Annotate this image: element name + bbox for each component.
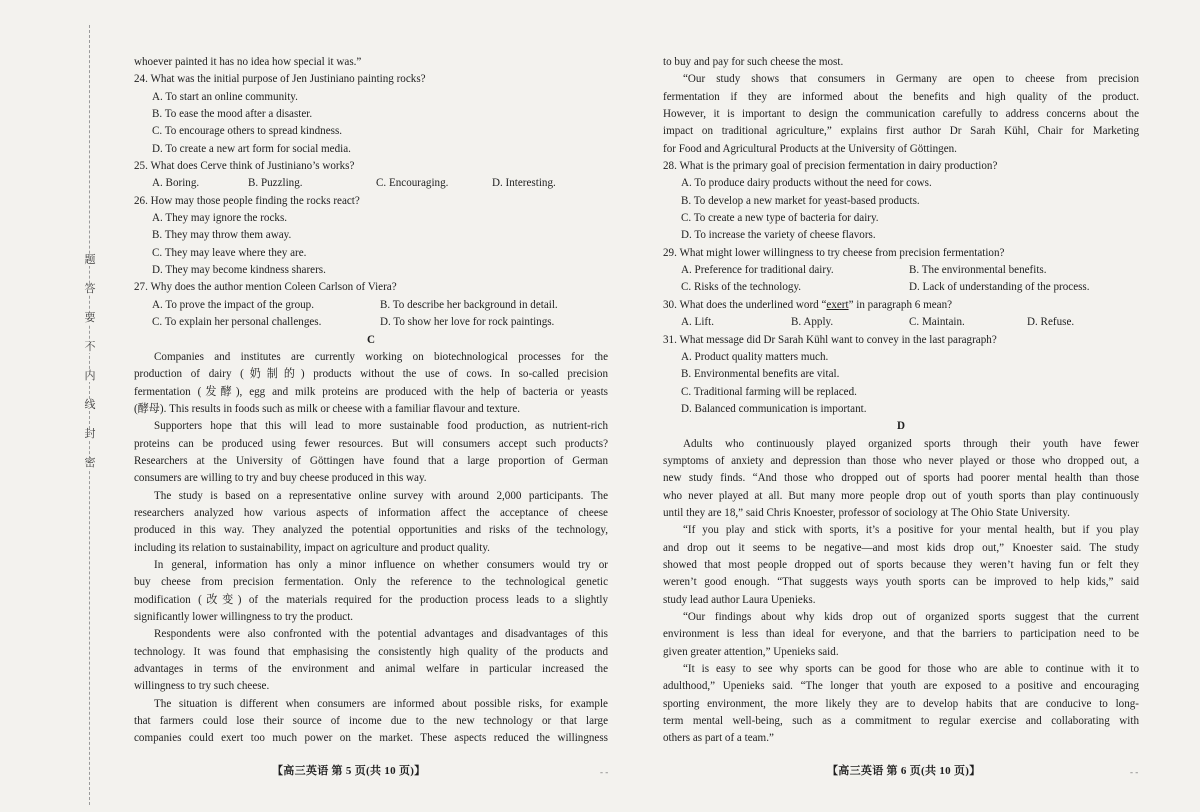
passage-c-line: Respondents were also confronted with the potential advantages and disadvantages of this (154, 628, 608, 641)
binding-char: 封 (84, 428, 96, 440)
q30-option-a: A. Lift. (681, 316, 714, 329)
passage-c-line: “Our study shows that consumers in Germany are open to cheese from precision (683, 73, 1139, 86)
page-footer-right: 【高三英语 第 6 页(共 10 页)】 (827, 765, 981, 777)
passage-c-line: production of dairy (奶制的) products without the use of cows. In so-called precision (134, 368, 608, 381)
passage-c-line: to buy and pay for such cheese the most. (663, 56, 844, 68)
q30-underlined-word: exert (826, 298, 849, 311)
passage-c-line: advantages in terms of the environment and animal welfare in particular increased the (134, 663, 608, 676)
q30-stem-post: ” in paragraph 6 mean? (848, 298, 953, 311)
binding-char: 线 (84, 399, 96, 411)
passage-d-line: symptoms of anxiety and depression than those who never played or those who dropped out, a (663, 454, 1139, 467)
q27-option-a: A. To prove the impact of the group. (152, 298, 314, 311)
question-27-stem: 27. Why does the author mention Coleen Carlson of Viera? (134, 281, 397, 294)
q30-option-c: C. Maintain. (909, 316, 965, 329)
q25-option-c: C. Encouraging. (376, 177, 449, 190)
passage-d-line: showed that most people dropped out of sports because they weren’t having fun or felt they (663, 558, 1139, 571)
question-24-stem: 24. What was the initial purpose of Jen Justiniano painting rocks? (134, 73, 426, 86)
passage-c-line: In general, information has only a minor influence on whether consumers would try or (154, 558, 608, 571)
binding-char: 内 (84, 370, 96, 382)
passage-c-line: for Food and Agricultural Products at the University of Göttingen. (663, 142, 957, 155)
q25-option-a: A. Boring. (152, 177, 200, 190)
passage-d-line: given greater attention,” Upenieks said. (663, 645, 839, 658)
q27-option-d: D. To show her love for rock paintings. (380, 316, 555, 329)
passage-c-line: fermentation (发酵), egg and milk proteins are produced with the help of bacteria or yeasts (134, 385, 608, 398)
passage-c-line: companies could exert too much power on the market. These aspects reduced the willingness (134, 732, 608, 745)
passage-continuation: whoever painted it has no idea how special it was.” (134, 56, 362, 68)
q28-option-a: A. To produce dairy products without the need for cows. (681, 177, 932, 190)
question-29-stem: 29. What might lower willingness to try cheese from precision fermentation? (663, 246, 1005, 259)
question-31-stem: 31. What message did Dr Sarah Kühl want to convey in the last paragraph? (663, 333, 997, 346)
q30-options (663, 314, 1139, 331)
q27-options-cd (134, 314, 608, 331)
passage-d-line: others as part of a team.” (663, 732, 774, 745)
q26-option-a: A. They may ignore the rocks. (152, 212, 288, 225)
section-heading-d: D (896, 420, 905, 433)
passage-d-line: “If you play and stick with sports, it’s a positive for your mental health, but if you play (683, 524, 1139, 537)
binding-dashed-line (89, 25, 90, 805)
passage-c-line: Companies and institutes are currently working on biotechnological processes for the (154, 350, 608, 363)
q29-option-c: C. Risks of the technology. (681, 281, 802, 294)
passage-c-line: technology. It was found that emphasising the consistently high quality of the products and (134, 645, 608, 658)
passage-c-line: willingness to try such cheese. (134, 680, 270, 693)
q24-option-a: A. To start an online community. (152, 90, 298, 103)
left-page (134, 54, 608, 748)
passage-d-line: new study finds. “And those who dropped out of sports had poorer mental health than those (663, 472, 1139, 485)
passage-d-line: who never played at all. But many more people drop out of youth sports than play continuously (663, 489, 1139, 502)
q27-options-ab (134, 297, 608, 314)
q31-option-c: C. Traditional farming will be replaced. (681, 385, 857, 398)
footer-dash-mark: - - (1130, 767, 1139, 777)
q30-stem-pre: 30. What does the underlined word “ (663, 298, 827, 311)
passage-c-line: The study is based on a representative online survey with around 2,000 participants. The (154, 489, 608, 502)
q27-option-b: B. To describe her background in detail. (380, 298, 558, 311)
q29-options-ab (663, 262, 1139, 279)
passage-c-line: consumers are willing to try and buy cheese produced in this way. (134, 472, 427, 485)
q31-option-b: B. Environmental benefits are vital. (681, 368, 840, 381)
q24-option-d: D. To create a new art form for social media. (152, 142, 351, 155)
q28-option-b: B. To develop a new market for yeast-based products. (681, 194, 920, 207)
binding-char: 要 (84, 312, 96, 324)
q24-option-c: C. To encourage others to spread kindness. (152, 125, 343, 138)
q29-options-cd (663, 279, 1139, 296)
passage-c-line: proteins can be produced using fewer resources. But will consumers accept such products? (134, 437, 608, 450)
binding-margin (78, 255, 102, 469)
passage-c-line: significantly lower willingness to try the product. (134, 611, 354, 623)
passage-c-line: Supporters hope that this will lead to more sustainable food production, as nutrient-rich (154, 420, 608, 433)
passage-d-line: adulthood,” Upenieks said. “The longer that youth are exposed to a positive and encouraging (663, 680, 1139, 693)
q29-option-a: A. Preference for traditional dairy. (681, 264, 834, 277)
question-25-stem: 25. What does Cerve think of Justiniano’s works? (134, 160, 355, 173)
passage-c-line: researchers analyzed how various aspects of information affect the acceptance of cheese (134, 506, 608, 519)
q31-option-a: A. Product quality matters much. (681, 350, 829, 363)
passage-c-line: buy cheese from precision fermentation. Only the reference to the technological genetic (134, 576, 608, 589)
q26-option-b: B. They may throw them away. (152, 229, 292, 242)
q30-option-b: B. Apply. (791, 316, 834, 329)
q25-option-b: B. Puzzling. (248, 177, 303, 190)
binding-char: 题 (84, 254, 96, 266)
section-heading-c: C (366, 333, 375, 346)
passage-c-line: impact on traditional agriculture,” explains first author Dr Sarah Kühl, Chair for Marketing (663, 125, 1139, 138)
passage-d-line: and drop out it seems to be negative—and most kids drop out,” Knoester said. The study (663, 541, 1139, 554)
q28-option-d: D. To increase the variety of cheese flavors. (681, 229, 876, 242)
passage-c-line: (酵母). This results in foods such as milk or cheese with a familiar flavour and texture. (134, 402, 521, 415)
passage-c-line: that farmers could lose their source of income due to the new technology or that large (134, 715, 608, 728)
q31-option-d: D. Balanced communication is important. (681, 402, 867, 415)
passage-d-line: “Our findings about why kids drop out of organized sports suggest that the current (683, 611, 1139, 623)
binding-char: 密 (84, 457, 96, 469)
q29-option-d: D. Lack of understanding of the process. (909, 281, 1090, 294)
passage-d-line: sporting environment, the more likely they are to develop habits that are conducive to long- (663, 697, 1139, 710)
question-26-stem: 26. How may those people finding the rocks react? (134, 194, 360, 207)
passage-d-line: weren’t good enough. “That suggests ways youth sports can be improved to help kids,” said (663, 576, 1139, 589)
right-page (663, 54, 1139, 748)
q26-option-d: D. They may become kindness sharers. (152, 264, 326, 277)
q28-option-c: C. To create a new type of bacteria for dairy. (681, 212, 879, 225)
question-30-stem (663, 297, 1139, 314)
passage-d-line: study lead author Laura Upenieks. (663, 593, 816, 606)
passage-d-line: environment is less than ideal for everyone, and that the barriers to participation need to be (663, 628, 1139, 641)
q24-option-b: B. To ease the mood after a disaster. (152, 108, 313, 121)
q27-option-c: C. To explain her personal challenges. (152, 316, 322, 329)
passage-d-line: Adults who continuously played organized sports through their youth have fewer (683, 437, 1139, 450)
q30-option-d: D. Refuse. (1027, 316, 1075, 329)
question-28-stem: 28. What is the primary goal of precision fermentation in dairy production? (663, 160, 998, 173)
footer-dash-mark: - - (600, 767, 609, 777)
passage-d-line: until they are 18,” said Chris Knoester, professor of sociology at The Ohio State University. (663, 506, 1070, 519)
q25-option-d: D. Interesting. (492, 177, 556, 190)
binding-char: 不 (84, 341, 96, 353)
passage-c-line: Researchers at the University of Göttingen have found that a large proportion of German (134, 454, 608, 467)
passage-c-line: fermentation if they are informed about the benefits and high quality of the product. (663, 90, 1139, 103)
q25-options (134, 175, 608, 192)
binding-char: 答 (84, 283, 96, 295)
passage-c-line: produced in this way. They analyzed the potential opportunities and risks of the technology, (134, 524, 608, 537)
passage-d-line: “It is easy to see why sports can be good for those who are able to continue with it to (683, 663, 1139, 676)
passage-c-line: including its relation to sustainability, impact on agriculture and product quality. (134, 541, 490, 554)
passage-c-line: The situation is different when consumers are informed about possible risks, for example (154, 697, 608, 710)
page-footer-left: 【高三英语 第 5 页(共 10 页)】 (272, 765, 426, 777)
q26-option-c: C. They may leave where they are. (152, 246, 307, 259)
passage-c-line: modification (改变) of the materials required for the production process leads to a slightly (134, 593, 608, 606)
passage-d-line: term mental well-being, such as a commitment to regular exercise and collaborating with (663, 715, 1139, 728)
q29-option-b: B. The environmental benefits. (909, 264, 1047, 277)
passage-c-line: However, it is important to design the communication carefully to address concerns about the (663, 108, 1139, 121)
